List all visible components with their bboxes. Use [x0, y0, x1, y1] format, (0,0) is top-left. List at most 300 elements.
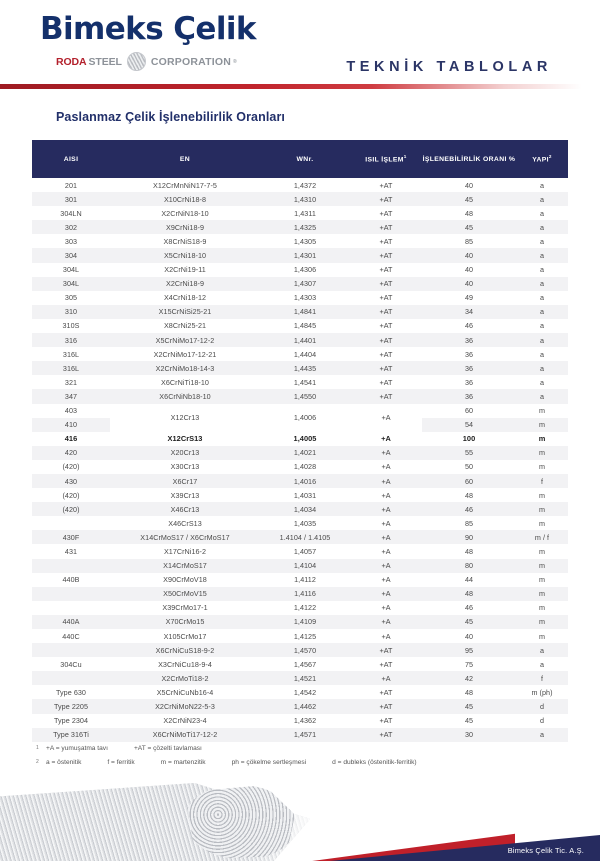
footnote-number: 2 [36, 759, 39, 765]
table-row [32, 643, 568, 657]
cell-wnr: 1,4550 [260, 389, 350, 403]
cell-isil: +AT [379, 377, 393, 387]
cell-yapi: a [516, 220, 568, 234]
cell-oran: 42 [422, 671, 516, 685]
cell-en: X5CrNi18-10 [110, 248, 260, 262]
footnote-marker: 2 [548, 154, 552, 160]
cell-wnr: 1,4057 [293, 546, 317, 556]
cell-en: X8CrNiS18-9 [163, 236, 207, 246]
cell-oran: 36 [422, 361, 516, 375]
cell-aisi: 430 [32, 474, 110, 488]
cell-oran: 40 [422, 277, 516, 291]
cell-en: X4CrNi18-12 [163, 293, 207, 303]
cell-yapi: m [538, 518, 546, 528]
cell-en: X10CrNi18-8 [110, 192, 260, 206]
table-row [32, 587, 568, 601]
cell-yapi: d [539, 716, 545, 726]
cell-aisi: 416 [32, 432, 110, 446]
logo-wordmark: Bimeks Çelik [40, 11, 256, 47]
cell-oran: 45 [422, 699, 516, 713]
cell-wnr: 1,4301 [260, 248, 350, 262]
cell-yapi: a [516, 361, 568, 375]
cell-isil: +AT [379, 687, 393, 697]
company-logo [40, 11, 256, 71]
cell-oran: 45 [422, 615, 516, 629]
cell-yapi: m [516, 559, 568, 573]
table-row [32, 671, 568, 685]
cell-oran: 95 [422, 643, 516, 657]
cell-isil: +A [350, 502, 422, 516]
cell-oran: 100 [422, 432, 516, 446]
footnote-segment: f = ferritik [107, 759, 135, 766]
cell-oran: 46 [422, 502, 516, 516]
cell-aisi: 403 [64, 406, 78, 416]
table-row [32, 685, 568, 699]
cell-wnr: 1,4006 [260, 404, 350, 432]
cell-oran: 36 [422, 389, 516, 403]
cell-oran: 45 [464, 716, 474, 726]
cell-wnr: 1,4521 [260, 671, 350, 685]
cell-aisi [32, 601, 110, 615]
cell-en: X3CrNiCu18-9-4 [158, 659, 212, 669]
cell-yapi: a [539, 180, 545, 190]
cell-aisi [32, 643, 110, 657]
cell-aisi: 303 [64, 236, 78, 246]
cell-wnr: 1,4401 [260, 333, 350, 347]
table-body [32, 178, 568, 742]
cell-en: X17CrNi16-2 [163, 546, 207, 556]
footnote-segment: ph = çökelme sertleşmesi [231, 759, 307, 766]
cell-aisi: 310 [32, 305, 110, 319]
cell-aisi: 316L [32, 361, 110, 375]
cell-aisi: 440C [62, 631, 80, 641]
table-row [32, 559, 568, 573]
cell-yapi: f [516, 474, 568, 488]
cell-oran: 30 [422, 728, 516, 742]
cell-yapi: m / f [516, 530, 568, 544]
cell-en: X6CrNiTi18-10 [161, 377, 209, 387]
cell-en: X46CrS13 [168, 518, 202, 528]
page-header [0, 0, 600, 92]
cell-wnr: 1,4462 [260, 699, 350, 713]
cell-oran: 90 [422, 530, 516, 544]
cell-yapi: m [516, 587, 568, 601]
cell-en: X6CrNiCuS18-9-2 [110, 643, 260, 657]
cell-isil: +AT [379, 236, 393, 246]
table-row [32, 375, 568, 389]
cell-isil: +A [381, 546, 391, 556]
cell-yapi: a [539, 349, 545, 359]
cell-yapi: a [516, 192, 568, 206]
cell-yapi: m [516, 615, 568, 629]
cell-wnr: 1,4035 [293, 518, 317, 528]
cell-en: X30Cr13 [170, 462, 200, 472]
table-row [32, 502, 568, 516]
table-row [32, 404, 568, 418]
cell-oran: 48 [464, 490, 474, 500]
cell-isil: +AT [379, 659, 393, 669]
table-row [32, 657, 568, 671]
table-footnotes [36, 745, 576, 773]
cell-wnr: 1,4031 [293, 490, 317, 500]
column-header-4: İŞLENEBİLİRLİK ORANI % [422, 140, 516, 178]
cell-oran: 46 [464, 321, 474, 331]
cell-wnr: 1,4307 [260, 277, 350, 291]
table-row [32, 305, 568, 319]
cell-oran: 46 [464, 603, 474, 613]
footnote-segment: +AT = çözelti tavlaması [133, 745, 202, 752]
table-row [32, 516, 568, 530]
cell-oran: 54 [422, 418, 516, 432]
table-row [32, 728, 568, 742]
cell-aisi: 316L [62, 349, 80, 359]
cell-isil: +A [381, 603, 391, 613]
cell-isil: +A [350, 671, 422, 685]
cell-aisi [32, 559, 110, 573]
cell-en: X8CrNi25-21 [163, 321, 207, 331]
cell-aisi: 310S [62, 321, 80, 331]
cell-aisi: 304L [62, 265, 80, 275]
cell-aisi: 410 [32, 418, 110, 432]
trademark-icon: ® [233, 58, 237, 65]
cell-aisi: 201 [64, 180, 78, 190]
footnote-number: 1 [36, 745, 39, 751]
cell-oran: 44 [464, 575, 474, 585]
cell-wnr: 1,4404 [293, 349, 317, 359]
cell-isil: +A [350, 446, 422, 460]
cell-wnr: 1,4034 [260, 502, 350, 516]
table-row [32, 573, 568, 587]
table-row [32, 319, 568, 333]
cell-yapi: d [516, 699, 568, 713]
cell-wnr: 1,4109 [260, 615, 350, 629]
cell-aisi: 304LN [60, 208, 82, 218]
cell-yapi: m [516, 432, 568, 446]
cell-aisi: 305 [64, 293, 78, 303]
cell-en: X6CrNiNb18-10 [110, 389, 260, 403]
table-row [32, 192, 568, 206]
cell-wnr: 1,4112 [294, 575, 316, 585]
cell-isil: +AT [379, 349, 393, 359]
table-header [32, 140, 568, 178]
cell-yapi: m (ph) [531, 687, 553, 697]
footnote-segment: m = martenzitik [160, 759, 206, 766]
cell-oran: 48 [464, 687, 474, 697]
cell-oran: 80 [422, 559, 516, 573]
footnote-segment: +A = yumuşatma tavı [46, 745, 108, 752]
cell-en: X15CrNiSi25-21 [110, 305, 260, 319]
cell-yapi: a [516, 643, 568, 657]
logo-corporation-text: CORPORATION [150, 55, 232, 68]
table-row [32, 361, 568, 375]
machinability-table-wrapper [32, 140, 568, 742]
cell-wnr: 1,4005 [260, 432, 350, 446]
cell-aisi: 321 [64, 377, 78, 387]
steel-bars-end-face [185, 785, 295, 859]
table-row [32, 601, 568, 615]
cell-isil: +AT [350, 643, 422, 657]
cell-aisi: Type 2304 [53, 716, 89, 726]
cell-oran: 40 [464, 265, 474, 275]
cell-isil: +AT [379, 321, 393, 331]
table-row [32, 474, 568, 488]
cell-yapi: m [538, 462, 546, 472]
cell-wnr: 1,4372 [293, 180, 317, 190]
cell-oran: 48 [422, 587, 516, 601]
table-row [32, 178, 568, 192]
cell-isil: +AT [379, 208, 393, 218]
cell-wnr: 1,4122 [293, 603, 317, 613]
cell-en: X6Cr17 [110, 474, 260, 488]
cell-wnr: 1,4104 [260, 559, 350, 573]
table-row [32, 291, 568, 305]
cell-wnr: 1.4104 / 1.4105 [260, 530, 350, 544]
cell-en: X20Cr13 [110, 446, 260, 460]
page-title: Paslanmaz Çelik İşlenebilirlik Oranları [56, 110, 286, 124]
cell-en: X14CrMoS17 / X6CrMoS17 [110, 530, 260, 544]
cell-yapi: a [539, 236, 545, 246]
machinability-table [32, 140, 568, 742]
cell-oran: 36 [464, 377, 474, 387]
cell-oran: 40 [422, 248, 516, 262]
column-header-3: ISIL İŞLEM$^1$ [350, 140, 422, 178]
cell-isil: +AT [350, 333, 422, 347]
cell-en: X70CrMo15 [110, 615, 260, 629]
table-row [32, 488, 568, 502]
table-row [32, 446, 568, 460]
table-row [32, 389, 568, 403]
cell-oran: 36 [464, 349, 474, 359]
cell-oran: 60 [464, 406, 474, 416]
cell-wnr: 1,4021 [260, 446, 350, 460]
table-row [32, 714, 568, 728]
footnote-2 [36, 759, 576, 766]
cell-oran: 85 [464, 236, 474, 246]
cell-isil: +AT [350, 248, 422, 262]
table-row [32, 220, 568, 234]
cell-isil: +A [350, 587, 422, 601]
cell-wnr: 1,4570 [260, 643, 350, 657]
cell-oran: 40 [464, 631, 474, 641]
cell-isil: +A [350, 474, 422, 488]
cell-en: X9CrNi18-9 [110, 220, 260, 234]
cell-isil: +A [350, 615, 422, 629]
table-row [32, 263, 568, 277]
cell-oran: 34 [422, 305, 516, 319]
cell-aisi: 316 [32, 333, 110, 347]
cell-aisi: 431 [64, 546, 78, 556]
cell-wnr: 1,4306 [293, 265, 317, 275]
cell-en: X2CrNi19-11 [164, 265, 206, 275]
cell-aisi: (420) [32, 502, 110, 516]
table-row [32, 234, 568, 248]
cell-yapi: a [516, 277, 568, 291]
cell-isil: +AT [350, 192, 422, 206]
cell-en: X2CrNiN18-10 [161, 208, 209, 218]
cell-en: X2CrMoTi18-2 [110, 671, 260, 685]
cell-isil: +A [350, 530, 422, 544]
cell-isil: +A [381, 490, 391, 500]
cell-isil: +A [350, 432, 422, 446]
cell-wnr: 1,4311 [294, 208, 316, 218]
cell-yapi: m [538, 490, 546, 500]
cell-oran: 45 [422, 220, 516, 234]
cell-wnr: 1,4435 [260, 361, 350, 375]
cell-yapi: f [516, 671, 568, 685]
cell-yapi: a [539, 659, 545, 669]
table-row [32, 333, 568, 347]
cell-yapi: a [516, 728, 568, 742]
cell-isil: +A [381, 462, 391, 472]
cell-aisi: (420) [62, 462, 80, 472]
cell-yapi: m [516, 418, 568, 432]
cell-wnr: 1,4571 [260, 728, 350, 742]
cell-yapi: a [539, 265, 545, 275]
table-row [32, 460, 568, 474]
cell-isil: +AT [379, 716, 393, 726]
table-row [32, 206, 568, 220]
cell-isil: +AT [350, 305, 422, 319]
cell-en: X12CrMnNiN17-7-5 [153, 180, 217, 190]
footnote-segment: a = östenitik [46, 759, 82, 766]
cell-en: X2CrNiMo18-14-3 [110, 361, 260, 375]
footnote-segment: d = dubleks (östenitik-ferritik) [332, 759, 417, 766]
header-red-divider [0, 84, 600, 89]
cell-isil: +AT [350, 277, 422, 291]
table-row [32, 544, 568, 558]
logo-steel-text: STEEL [88, 55, 122, 68]
cell-yapi: m [538, 575, 546, 585]
cell-yapi: a [539, 208, 545, 218]
footer-company-name: Bimeks Çelik Tic. A.Ş. [507, 846, 584, 855]
table-row [32, 248, 568, 262]
cell-isil: +A [381, 518, 391, 528]
cell-oran: 40 [464, 180, 474, 190]
cell-wnr: 1,4028 [293, 462, 317, 472]
cell-en: X5CrNiCuNb16-4 [156, 687, 214, 697]
cell-wnr: 1,4362 [293, 716, 317, 726]
cell-yapi: a [516, 389, 568, 403]
cell-en: X50CrMoV15 [110, 587, 260, 601]
cell-aisi: 347 [32, 389, 110, 403]
cell-oran: 50 [464, 462, 474, 472]
cell-yapi: m [538, 546, 546, 556]
cell-isil: +A [381, 631, 391, 641]
cell-wnr: 1,4303 [293, 293, 317, 303]
cell-isil: +AT [350, 728, 422, 742]
footnote-1 [36, 745, 576, 752]
cell-isil: +AT [379, 265, 393, 275]
cell-aisi: Type 630 [56, 687, 86, 697]
cell-en: X6CrNiMoTi17-12-2 [110, 728, 260, 742]
cell-en: X12CrS13 [110, 432, 260, 446]
cell-yapi: a [516, 333, 568, 347]
cell-wnr: 1,4125 [293, 631, 317, 641]
page-footer [0, 775, 600, 861]
cell-aisi: Type 2205 [32, 699, 110, 713]
cell-en: X2CrNiN23-4 [163, 716, 207, 726]
cell-en: X39Cr13 [170, 490, 200, 500]
cell-en: X2CrNiMo17-12-21 [153, 349, 217, 359]
column-header-5: YAPI$^2$ [516, 140, 568, 178]
cell-en: X46Cr13 [110, 502, 260, 516]
cell-oran: 85 [464, 518, 474, 528]
cell-isil: +AT [379, 293, 393, 303]
cell-yapi: m [538, 631, 546, 641]
cell-isil: +AT [350, 361, 422, 375]
cell-isil: +AT [379, 180, 393, 190]
cell-en: X2CrNi18-9 [110, 277, 260, 291]
cell-yapi: a [516, 248, 568, 262]
cell-wnr: 1,4845 [293, 321, 317, 331]
cell-wnr: 1,4325 [260, 220, 350, 234]
logo-subbrand [56, 52, 256, 71]
section-label: TEKNİK TABLOLAR [346, 59, 552, 75]
table-row [32, 347, 568, 361]
cell-yapi: a [539, 377, 545, 387]
cell-aisi: (420) [62, 490, 80, 500]
cell-en: X105CrMo17 [163, 631, 207, 641]
cell-aisi: 440B [62, 575, 80, 585]
table-row [32, 615, 568, 629]
cell-oran: 45 [422, 192, 516, 206]
cell-wnr: 1,4567 [293, 659, 317, 669]
cell-aisi: Type 316Ti [32, 728, 110, 742]
cell-en: X90CrMoV18 [163, 575, 207, 585]
cell-en: X39CrMo17-1 [162, 603, 208, 613]
cell-isil: +AT [350, 220, 422, 234]
cell-aisi [32, 587, 110, 601]
table-row [32, 277, 568, 291]
cell-wnr: 1,4116 [260, 587, 350, 601]
steel-bar-bundle-icon [127, 52, 146, 71]
table-row [32, 629, 568, 643]
cell-wnr: 1,4541 [293, 377, 317, 387]
cell-oran: 60 [422, 474, 516, 488]
cell-yapi: a [516, 305, 568, 319]
cell-yapi: a [539, 293, 545, 303]
cell-isil: +A [350, 404, 422, 432]
cell-oran: 48 [464, 546, 474, 556]
cell-wnr: 1,4305 [293, 236, 317, 246]
cell-isil: +AT [350, 699, 422, 713]
logo-roda-text: RODA [56, 55, 87, 68]
cell-en: X14CrMoS17 [110, 559, 260, 573]
table-header-row [32, 140, 568, 178]
table-row [32, 530, 568, 544]
cell-aisi: 302 [32, 220, 110, 234]
cell-yapi: m [538, 406, 546, 416]
cell-yapi: m [516, 502, 568, 516]
table-row [32, 699, 568, 713]
cell-aisi: 304Cu [60, 659, 82, 669]
cell-aisi: 304L [32, 277, 110, 291]
cell-wnr: 1,4841 [260, 305, 350, 319]
cell-aisi: 420 [32, 446, 110, 460]
cell-isil: +A [350, 559, 422, 573]
cell-aisi [32, 671, 110, 685]
cell-aisi: 301 [32, 192, 110, 206]
cell-oran: 55 [422, 446, 516, 460]
cell-oran: 36 [422, 333, 516, 347]
cell-wnr: 1,4310 [260, 192, 350, 206]
cell-en: X2CrNiMoN22-5-3 [110, 699, 260, 713]
cell-oran: 49 [464, 293, 474, 303]
cell-en: X5CrNiMo17-12-2 [110, 333, 260, 347]
cell-yapi: a [539, 321, 545, 331]
cell-oran: 48 [464, 208, 474, 218]
cell-isil: +AT [350, 389, 422, 403]
